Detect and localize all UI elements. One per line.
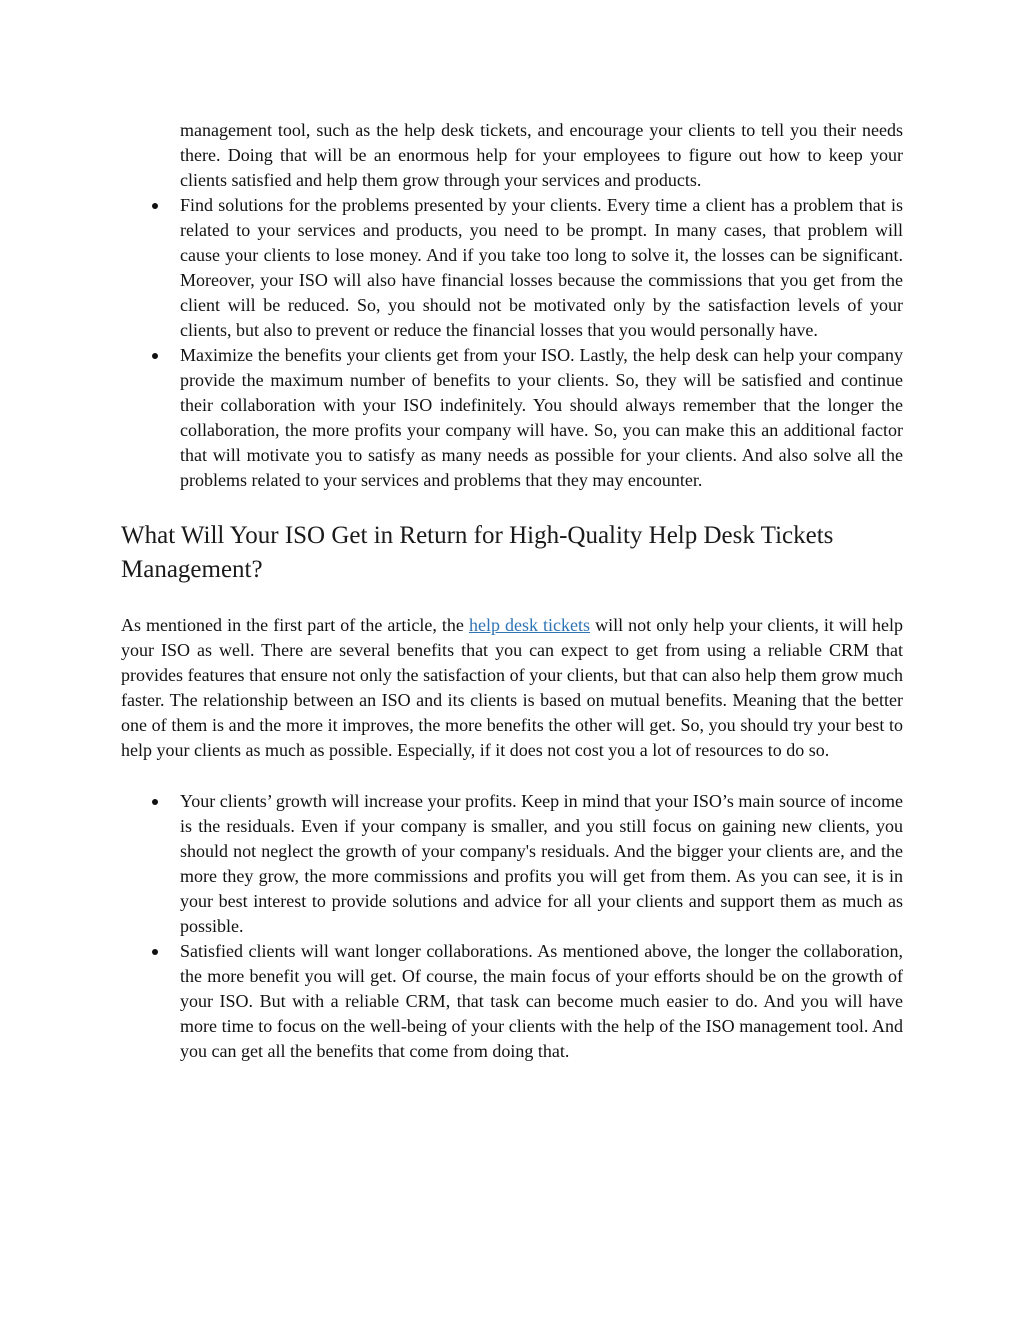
section-heading: What Will Your ISO Get in Return for High-Quality Help Desk Tickets Management?: [121, 522, 834, 583]
bullet-icon: [152, 799, 158, 805]
body-paragraph: [121, 613, 903, 763]
list-item: [121, 193, 903, 343]
paragraph-text-after-link: will not only help your clients, it will help your ISO as well. There are several benefits that you can expect to get from using a reliable CRM that provides features that ensure not only the satisfaction of your clients, but that can also help them grow much faster. The relationship between an ISO and its clients is based on mutual benefits. Meaning that the better one of them is and the more it improves, the more benefits the other will get. So, you should try your best to help your clients as much as possible. Especially, if it does not cost you a lot of resources to do so.: [121, 615, 904, 760]
list-item-continuation: [121, 118, 903, 193]
list-item: [121, 789, 903, 939]
list-item-text: Your clients’ growth will increase your profits. Keep in mind that your ISO’s main source of income is the residuals. Even if your company is smaller, and you still focus on gaining new clients, you should not neglect the growth of your company's residuals. And the bigger your clients are, and the more they grow, the more commissions and profits you will get from them. As you can see, it is in your best interest to provide solutions and advice for all your clients and support them as much as possible.: [180, 791, 903, 936]
bullet-icon: [152, 949, 158, 955]
list-item: [121, 939, 903, 1064]
bullet-list-top: [121, 118, 903, 493]
list-item-text: Maximize the benefits your clients get from your ISO. Lastly, the help desk can help your company provide the maximum number of benefits to your clients. So, they will be satisfied and continue their collaboration with your ISO indefinitely. You should always remember that the longer the collaboration, the more profits your company will have. So, you can make this an additional factor that will motivate you to satisfy as many needs as possible for your clients. And also solve all the problems related to your services and problems that they may encounter.: [180, 345, 903, 490]
list-item-text: management tool, such as the help desk tickets, and encourage your clients to tell you their needs there. Doing that will be an enormous help for your employees to figure out how to keep your clients satisfied and help them grow through your services and products.: [180, 120, 903, 190]
list-item-text: Find solutions for the problems presented by your clients. Every time a client has a problem that is related to your services and products, you need to be prompt. In many cases, that problem will cause your clients to lose money. And if you take too long to solve it, the losses can be significant. Moreover, your ISO will also have financial losses because the commissions that you get from the client will be reduced. So, you should not be motivated only by the satisfaction levels of your clients, but also to prevent or reduce the financial losses that you would personally have.: [180, 195, 903, 340]
list-item-text: Satisfied clients will want longer collaborations. As mentioned above, the longer the collaboration, the more benefit you will get. Of course, the main focus of your efforts should be on the growth of your ISO. But with a reliable CRM, that task can become much easier to do. And you will have more time to focus on the well-being of your clients with the help of the ISO management tool. And you can get all the benefits that come from doing that.: [180, 941, 903, 1061]
paragraph-text-before-link: As mentioned in the first part of the article, the: [121, 615, 469, 635]
bullet-list-bottom: [121, 789, 903, 1064]
help-desk-tickets-link[interactable]: help desk tickets: [468, 615, 591, 635]
bullet-icon: [152, 353, 158, 359]
spacer: [121, 763, 903, 789]
document-page: [121, 118, 903, 1064]
list-item: [121, 343, 903, 493]
bullet-icon: [152, 203, 158, 209]
